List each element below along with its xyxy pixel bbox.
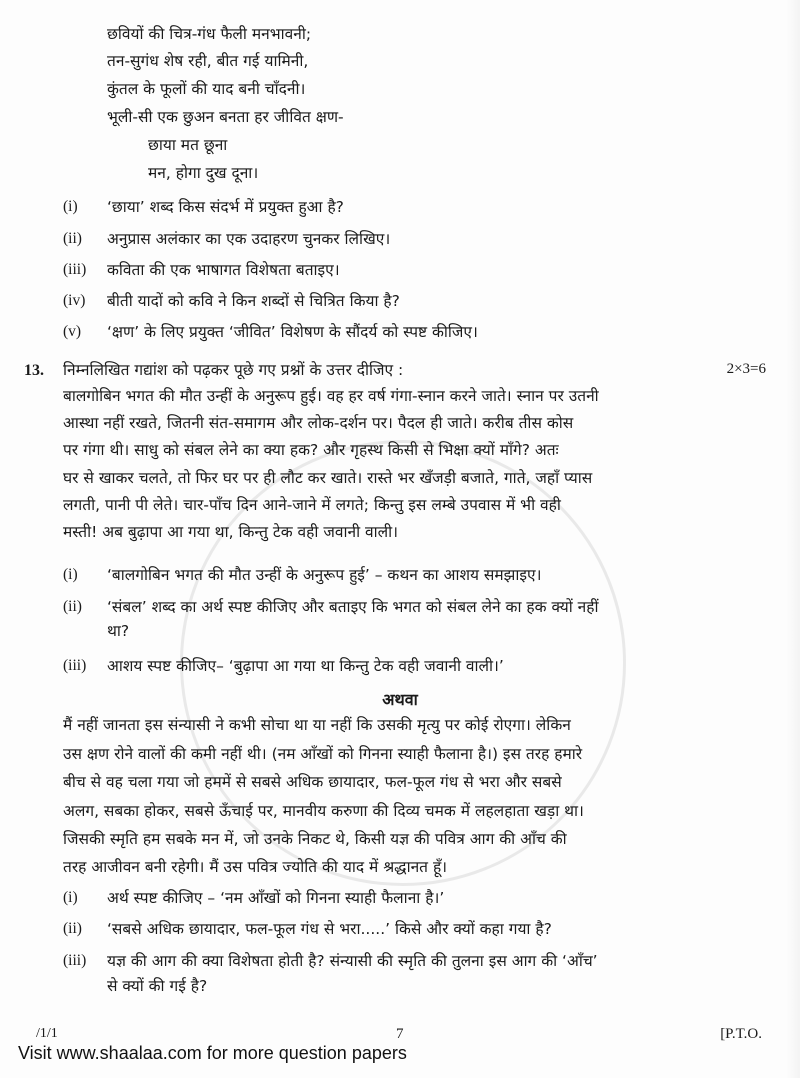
sub-question-text: ‘संबल’ शब्द का अर्थ स्पष्ट कीजिए और बताइए कि भगत को संबल लेने का हक क्यों नहीं xyxy=(107,598,599,616)
sub-question-text: ‘बालगोबिन भगत की मौत उन्हीं के अनुरूप हुई’ – कथन का आशय समझाइए। xyxy=(107,566,542,584)
poem-line: छवियों की चित्र-गंध फैली मनभावनी; xyxy=(107,25,312,43)
passage-line: बालगोबिन भगत की मौत उन्हीं के अनुरूप हुई। वह हर वर्ष गंगा-स्नान करने जाते। स्नान पर उतनी xyxy=(63,387,599,405)
sub-question-text: बीती यादों को कवि ने किन शब्दों से चित्रित किया है? xyxy=(107,292,400,310)
sub-question-text: था? xyxy=(107,622,130,640)
sub-question-number: (i) xyxy=(63,889,78,906)
passage-line: तरह आजीवन बनी रहेगी। मैं उस पवित्र ज्योति की याद में श्रद्धानत हूँ। xyxy=(63,858,448,876)
passage-line: लगती, पानी पी लेते। चार-पाँच दिन आने-जाने में लगते; किन्तु इस लम्बे उपवास में भी वही xyxy=(63,496,561,514)
sub-question-text: ‘सबसे अधिक छायादार, फल-फूल गंध से भरा.....’ किसे और क्यों कहा गया है? xyxy=(107,920,552,938)
athava-heading: अथवा xyxy=(382,690,418,709)
sub-question-text: अर्थ स्पष्ट कीजिए – ‘नम आँखों को गिनना स्याही फैलाना है।’ xyxy=(107,889,445,907)
passage-line: आस्था नहीं रखते, जितनी संत-समागम और लोक-दर्शन पर। पैदल ही जाते। करीब तीस कोस xyxy=(63,414,574,432)
sub-question-text: से क्यों की गई है? xyxy=(107,977,208,995)
sub-question-text: अनुप्रास अलंकार का एक उदाहरण चुनकर लिखिए। xyxy=(107,230,391,248)
sub-question-number: (ii) xyxy=(63,598,82,615)
sub-question-number: (iii) xyxy=(63,952,87,969)
passage-line: पर गंगा थी। साधु को संबल लेने का क्या हक? और गृहस्थ किसी से भिक्षा क्यों माँगे? अतः xyxy=(63,441,559,459)
sub-question-text: ‘क्षण’ के लिए प्रयुक्त ‘जीवित’ विशेषण के सौंदर्य को स्पष्ट कीजिए। xyxy=(107,323,478,341)
passage-line: मैं नहीं जानता इस संन्यासी ने कभी सोचा था या नहीं कि उसकी मृत्यु पर कोई रोएगा। लेकिन xyxy=(63,716,571,734)
passage-line: उस क्षण रोने वालों की कमी नहीं थी। (नम आँखों को गिनना स्याही फैलाना है।) इस तरह हमारे xyxy=(63,745,583,763)
marks-label: 2×3=6 xyxy=(726,361,766,377)
passage-line: जिसकी स्मृति हम सबके मन में, जो उनके निकट थे, किसी यज्ञ की पवित्र आग की आँच की xyxy=(63,830,567,848)
paper-code: /1/1 xyxy=(36,1026,58,1041)
poem-line: तन-सुगंध शेष रही, बीत गई यामिनी, xyxy=(107,52,309,70)
sub-question-number: (v) xyxy=(63,323,82,340)
question-number: 13. xyxy=(24,362,44,379)
sub-question-number: (ii) xyxy=(63,920,82,937)
passage-line: अलग, सबका होकर, सबसे ऊँचाई पर, मानवीय करुणा की दिव्य चमक में लहलहाता खड़ा था। xyxy=(63,802,584,820)
sub-question-number: (iv) xyxy=(63,292,86,309)
poem-line: कुंतल के फूलों की याद बनी चाँदनी। xyxy=(107,80,306,98)
sub-question-number: (iii) xyxy=(63,657,87,674)
sub-question-number: (ii) xyxy=(63,230,82,247)
poem-line: भूली-सी एक छुअन बनता हर जीवित क्षण- xyxy=(107,108,344,126)
page-number: 7 xyxy=(396,1026,404,1042)
passage-line: घर से खाकर चलते, तो फिर घर पर ही लौट कर खाते। रास्ते भर खँजड़ी बजाते, गाते, जहाँ प्यास xyxy=(63,469,593,487)
poem-line: मन, होगा दुख दूना। xyxy=(148,164,259,182)
page-edge-shadow xyxy=(786,0,800,1078)
visit-banner: Visit www.shaalaa.com for more question papers xyxy=(18,1043,407,1063)
sub-question-text: यज्ञ की आग की क्या विशेषता होती है? संन्यासी की स्मृति की तुलना इस आग की ‘आँच’ xyxy=(107,952,598,970)
question-instruction: निम्नलिखित गद्यांश को पढ़कर पूछे गए प्रश्नों के उत्तर दीजिए : xyxy=(63,361,404,379)
sub-question-number: (i) xyxy=(63,198,78,215)
passage-line: बीच से वह चला गया जो हममें से सबसे अधिक छायादार, फल-फूल गंध से भरा और सबसे xyxy=(63,773,562,791)
sub-question-text: आशय स्पष्ट कीजिए– ‘बुढ़ापा आ गया था किन्तु टेक वही जवानी वाली।’ xyxy=(107,657,504,675)
passage-line: मस्ती! अब बुढ़ापा आ गया था, किन्तु टेक वही जवानी वाली। xyxy=(63,523,399,541)
sub-question-text: कविता की एक भाषागत विशेषता बताइए। xyxy=(107,261,340,279)
poem-line: छाया मत छूना xyxy=(148,136,228,154)
sub-question-number: (iii) xyxy=(63,261,87,278)
sub-question-number: (i) xyxy=(63,566,78,583)
sub-question-text: ‘छाया’ शब्द किस संदर्भ में प्रयुक्त हुआ है? xyxy=(107,198,344,216)
pto-label: [P.T.O. xyxy=(720,1026,762,1042)
